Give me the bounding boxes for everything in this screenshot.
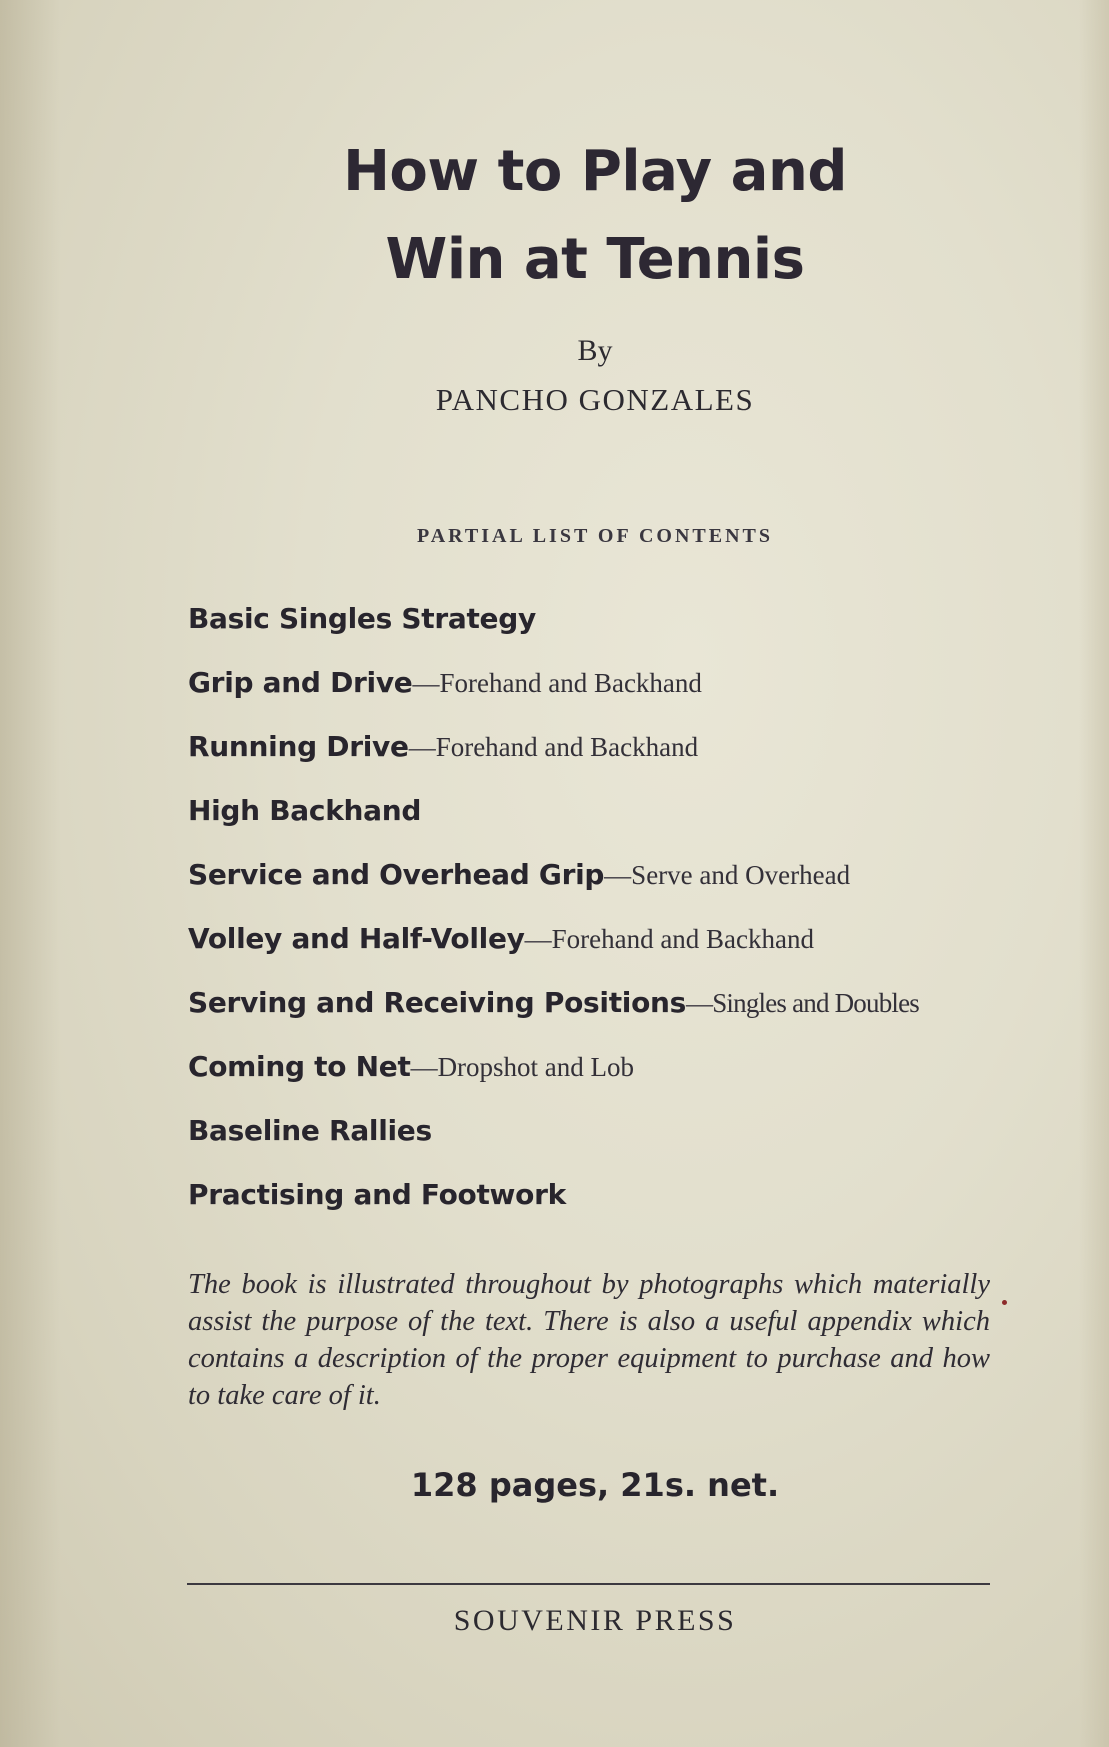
contents-item-title: Practising and Footwork: [188, 1178, 566, 1211]
contents-item-subtitle: Dropshot and Lob: [437, 1052, 635, 1082]
contents-item: [188, 914, 1008, 978]
author-name: PANCHO GONZALES: [435, 382, 755, 417]
publisher-name: SOUVENIR PRESS: [453, 1604, 737, 1637]
left-edge-shadow: [0, 0, 60, 1747]
contents-item-title: Grip and Drive: [188, 666, 413, 699]
contents-item: [188, 594, 1008, 658]
contents-item-title: Service and Overhead Grip: [188, 858, 605, 891]
contents-item: [188, 1042, 1008, 1106]
title-line-1: How to Play and: [343, 139, 847, 204]
contents-heading: PARTIAL LIST OF CONTENTS: [416, 525, 773, 547]
contents-item: [188, 978, 1008, 1042]
contents-item-dash: —: [524, 924, 552, 954]
title-line-2: Win at Tennis: [385, 227, 805, 292]
contents-item-title: High Backhand: [188, 794, 422, 827]
by-label: By: [577, 334, 613, 367]
contents-list: [188, 594, 1008, 1234]
contents-item-dash: —: [686, 988, 713, 1018]
contents-item: [188, 850, 1008, 914]
contents-item-title: Serving and Receiving Positions: [188, 986, 687, 1019]
right-edge-shadow: [1079, 0, 1109, 1747]
contents-item-subtitle: Serve and Overhead: [631, 860, 851, 890]
contents-item-title: Coming to Net: [188, 1050, 411, 1083]
contents-item-subtitle: Singles and Doubles: [712, 988, 920, 1018]
contents-item-subtitle: Forehand and Backhand: [551, 924, 815, 954]
contents-item: [188, 722, 1008, 786]
contents-item-subtitle: Forehand and Backhand: [439, 668, 702, 698]
contents-item: [188, 786, 1008, 850]
contents-item-title: Running Drive: [188, 730, 409, 763]
contents-item-dash: —: [604, 860, 632, 890]
contents-item-dash: —: [412, 668, 440, 698]
contents-item-title: Basic Singles Strategy: [188, 602, 536, 635]
page-count-and-price: 128 pages, 21s. net.: [410, 1466, 780, 1504]
contents-item-dash: —: [408, 732, 436, 762]
contents-item: [188, 1106, 1008, 1170]
contents-item: [188, 1170, 1008, 1234]
contents-item-title: Baseline Rallies: [188, 1114, 432, 1147]
ink-speck: [1002, 1300, 1007, 1305]
book-title: [200, 128, 990, 304]
contents-item-title: Volley and Half-Volley: [188, 922, 525, 955]
contents-item-dash: —: [410, 1052, 438, 1082]
book-description: The book is illustrated throughout by photographs which materially assist the purpose of the text. There is also a useful appendix which contains a description of the proper equipment to purchase and how to take care of it.: [188, 1269, 990, 1411]
contents-item-subtitle: Forehand and Backhand: [435, 732, 699, 762]
divider-rule: [187, 1583, 990, 1585]
contents-item: [188, 658, 1008, 722]
